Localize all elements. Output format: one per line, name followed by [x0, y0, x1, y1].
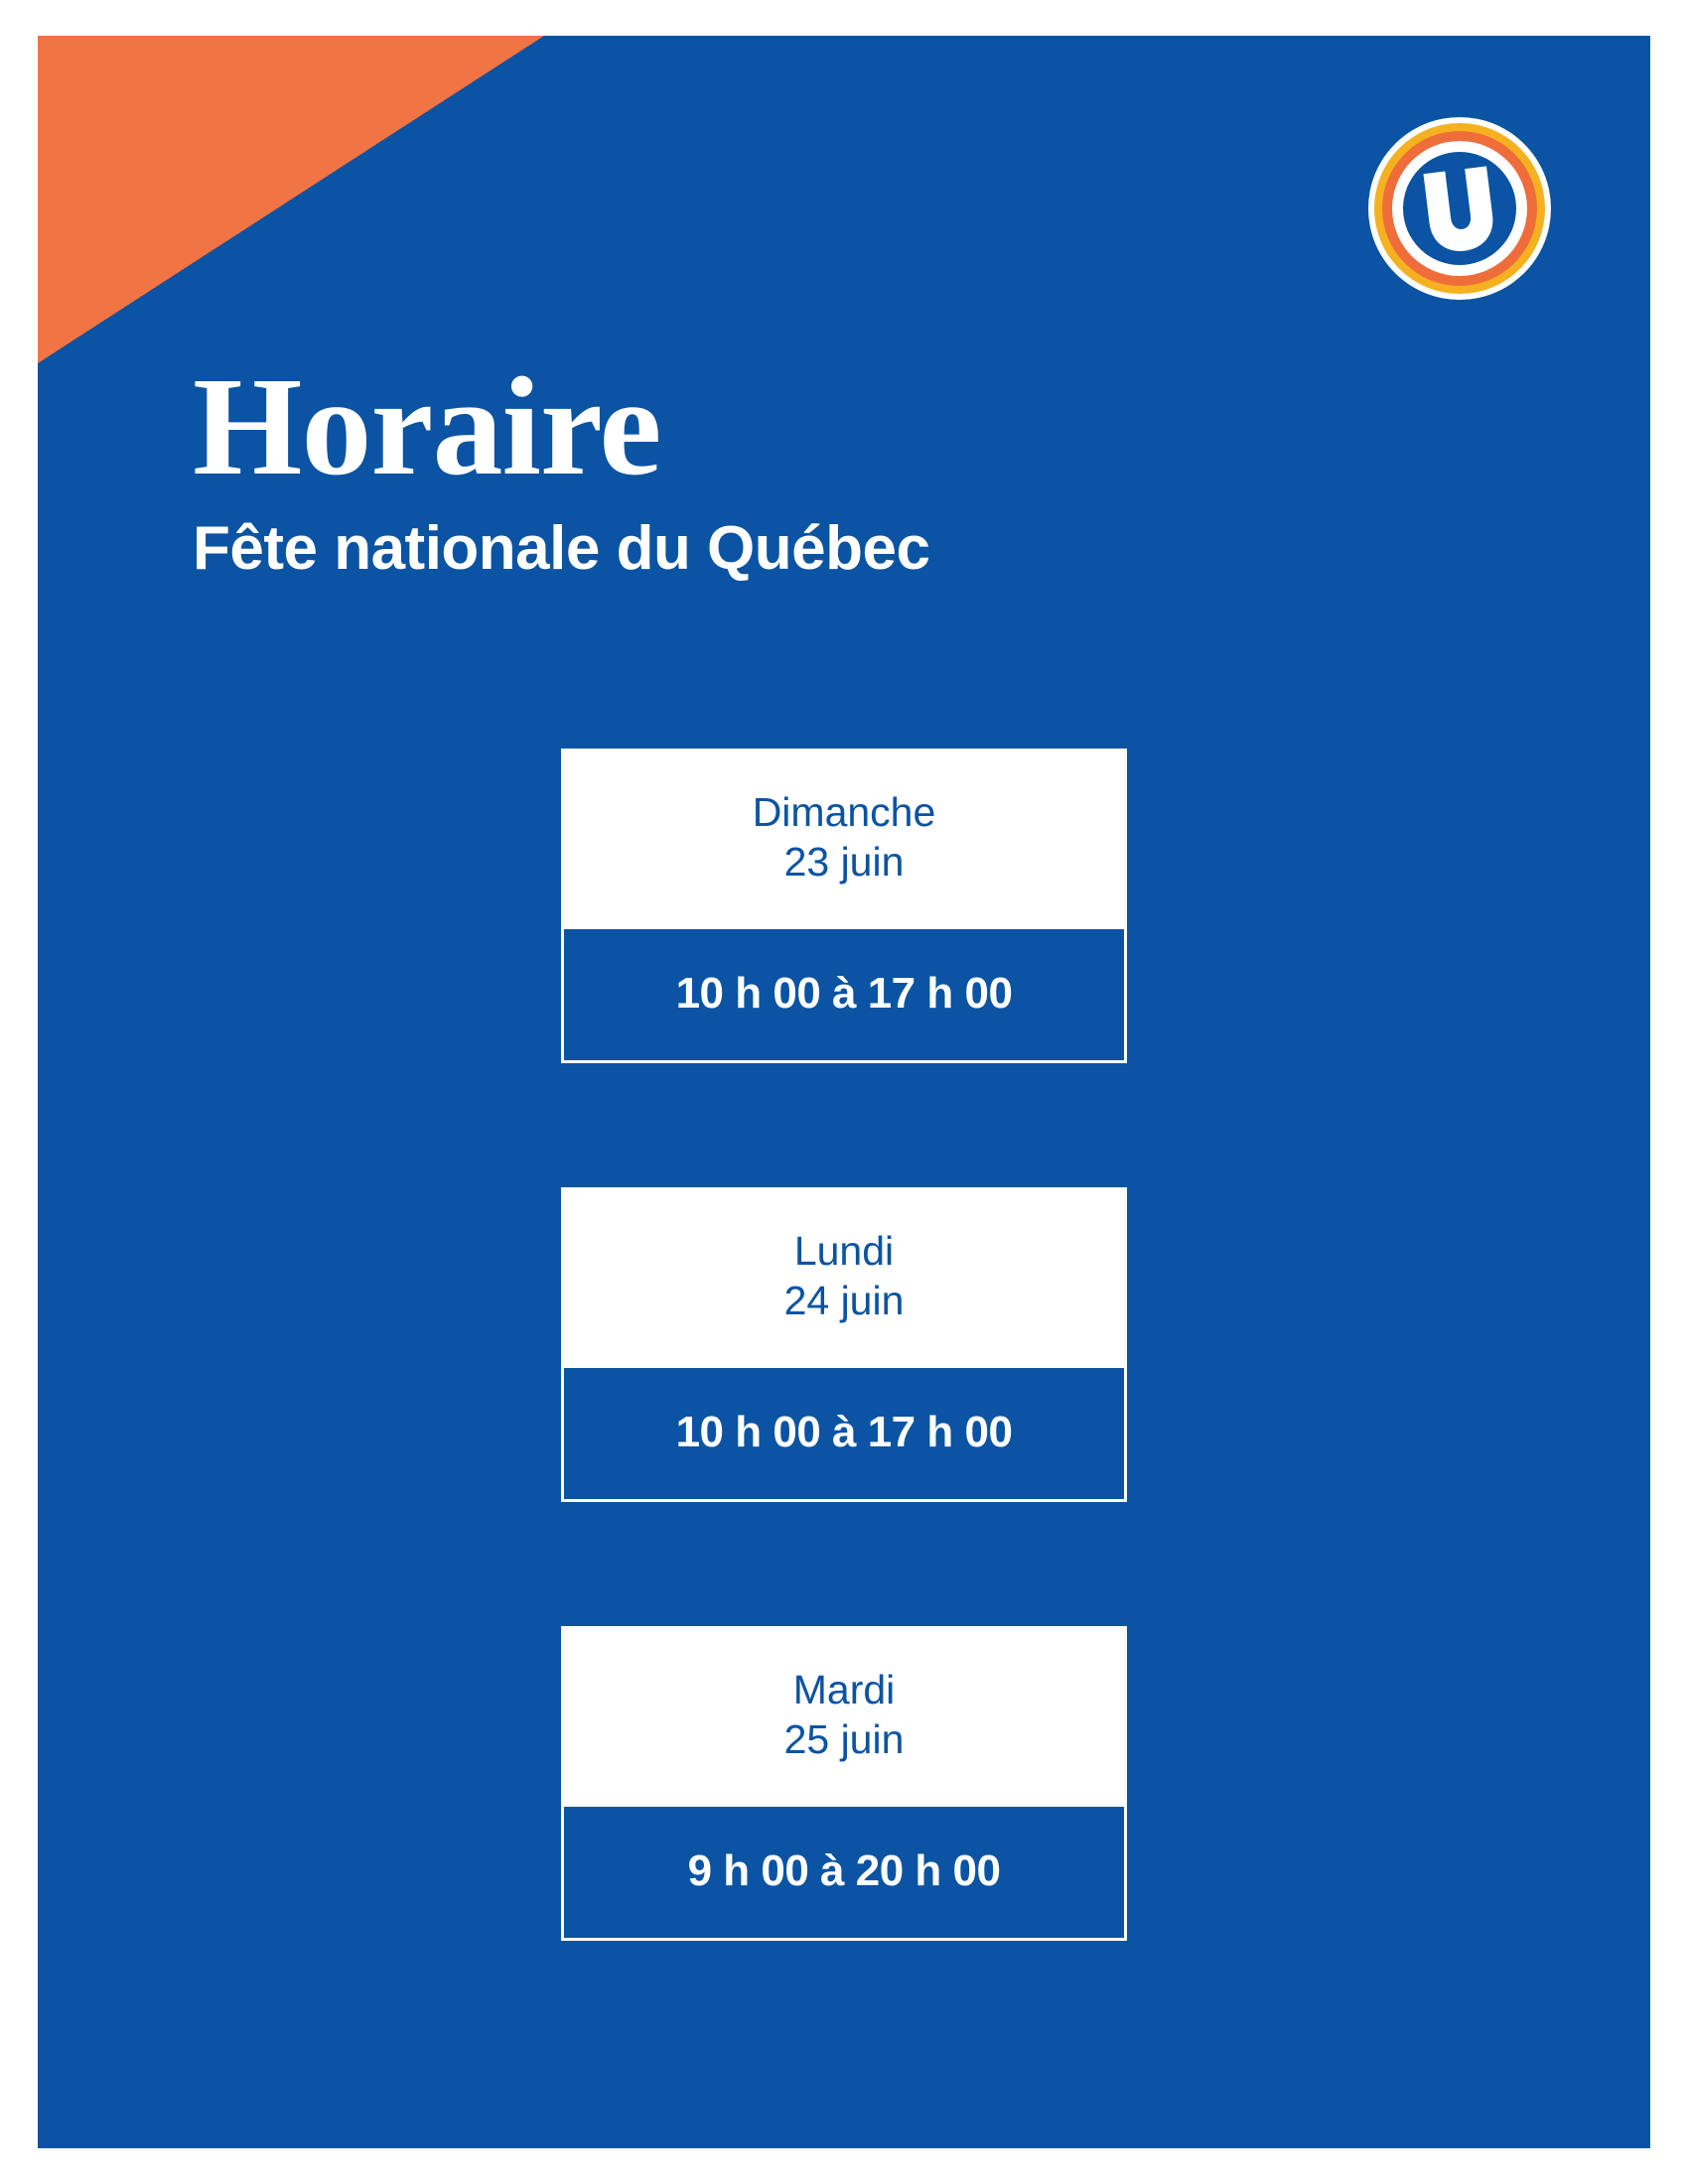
card-day-block [564, 751, 1124, 926]
card-day-block [564, 1629, 1124, 1804]
schedule-list [38, 749, 1650, 2065]
universite-logo [1366, 115, 1553, 302]
day-hours: 10 h 00 à 17 h 00 [564, 926, 1124, 1060]
day-date: 24 juin [783, 1278, 905, 1324]
day-name: Dimanche [752, 789, 936, 835]
day-hours: 9 h 00 à 20 h 00 [564, 1804, 1124, 1938]
page-subtitle: Fête nationale du Québec [193, 514, 930, 583]
page-title: Horaire [193, 347, 661, 504]
card-day-block [564, 1190, 1124, 1365]
day-name: Mardi [792, 1667, 896, 1713]
schedule-card [561, 1626, 1127, 1941]
day-date: 23 juin [783, 839, 905, 886]
poster [38, 36, 1650, 2148]
title-block [193, 347, 1384, 583]
schedule-card [561, 749, 1127, 1063]
day-hours: 10 h 00 à 17 h 00 [564, 1365, 1124, 1499]
day-name: Lundi [793, 1228, 895, 1275]
day-date: 25 juin [783, 1716, 905, 1763]
orange-corner-banner [38, 36, 544, 363]
schedule-card [561, 1187, 1127, 1502]
